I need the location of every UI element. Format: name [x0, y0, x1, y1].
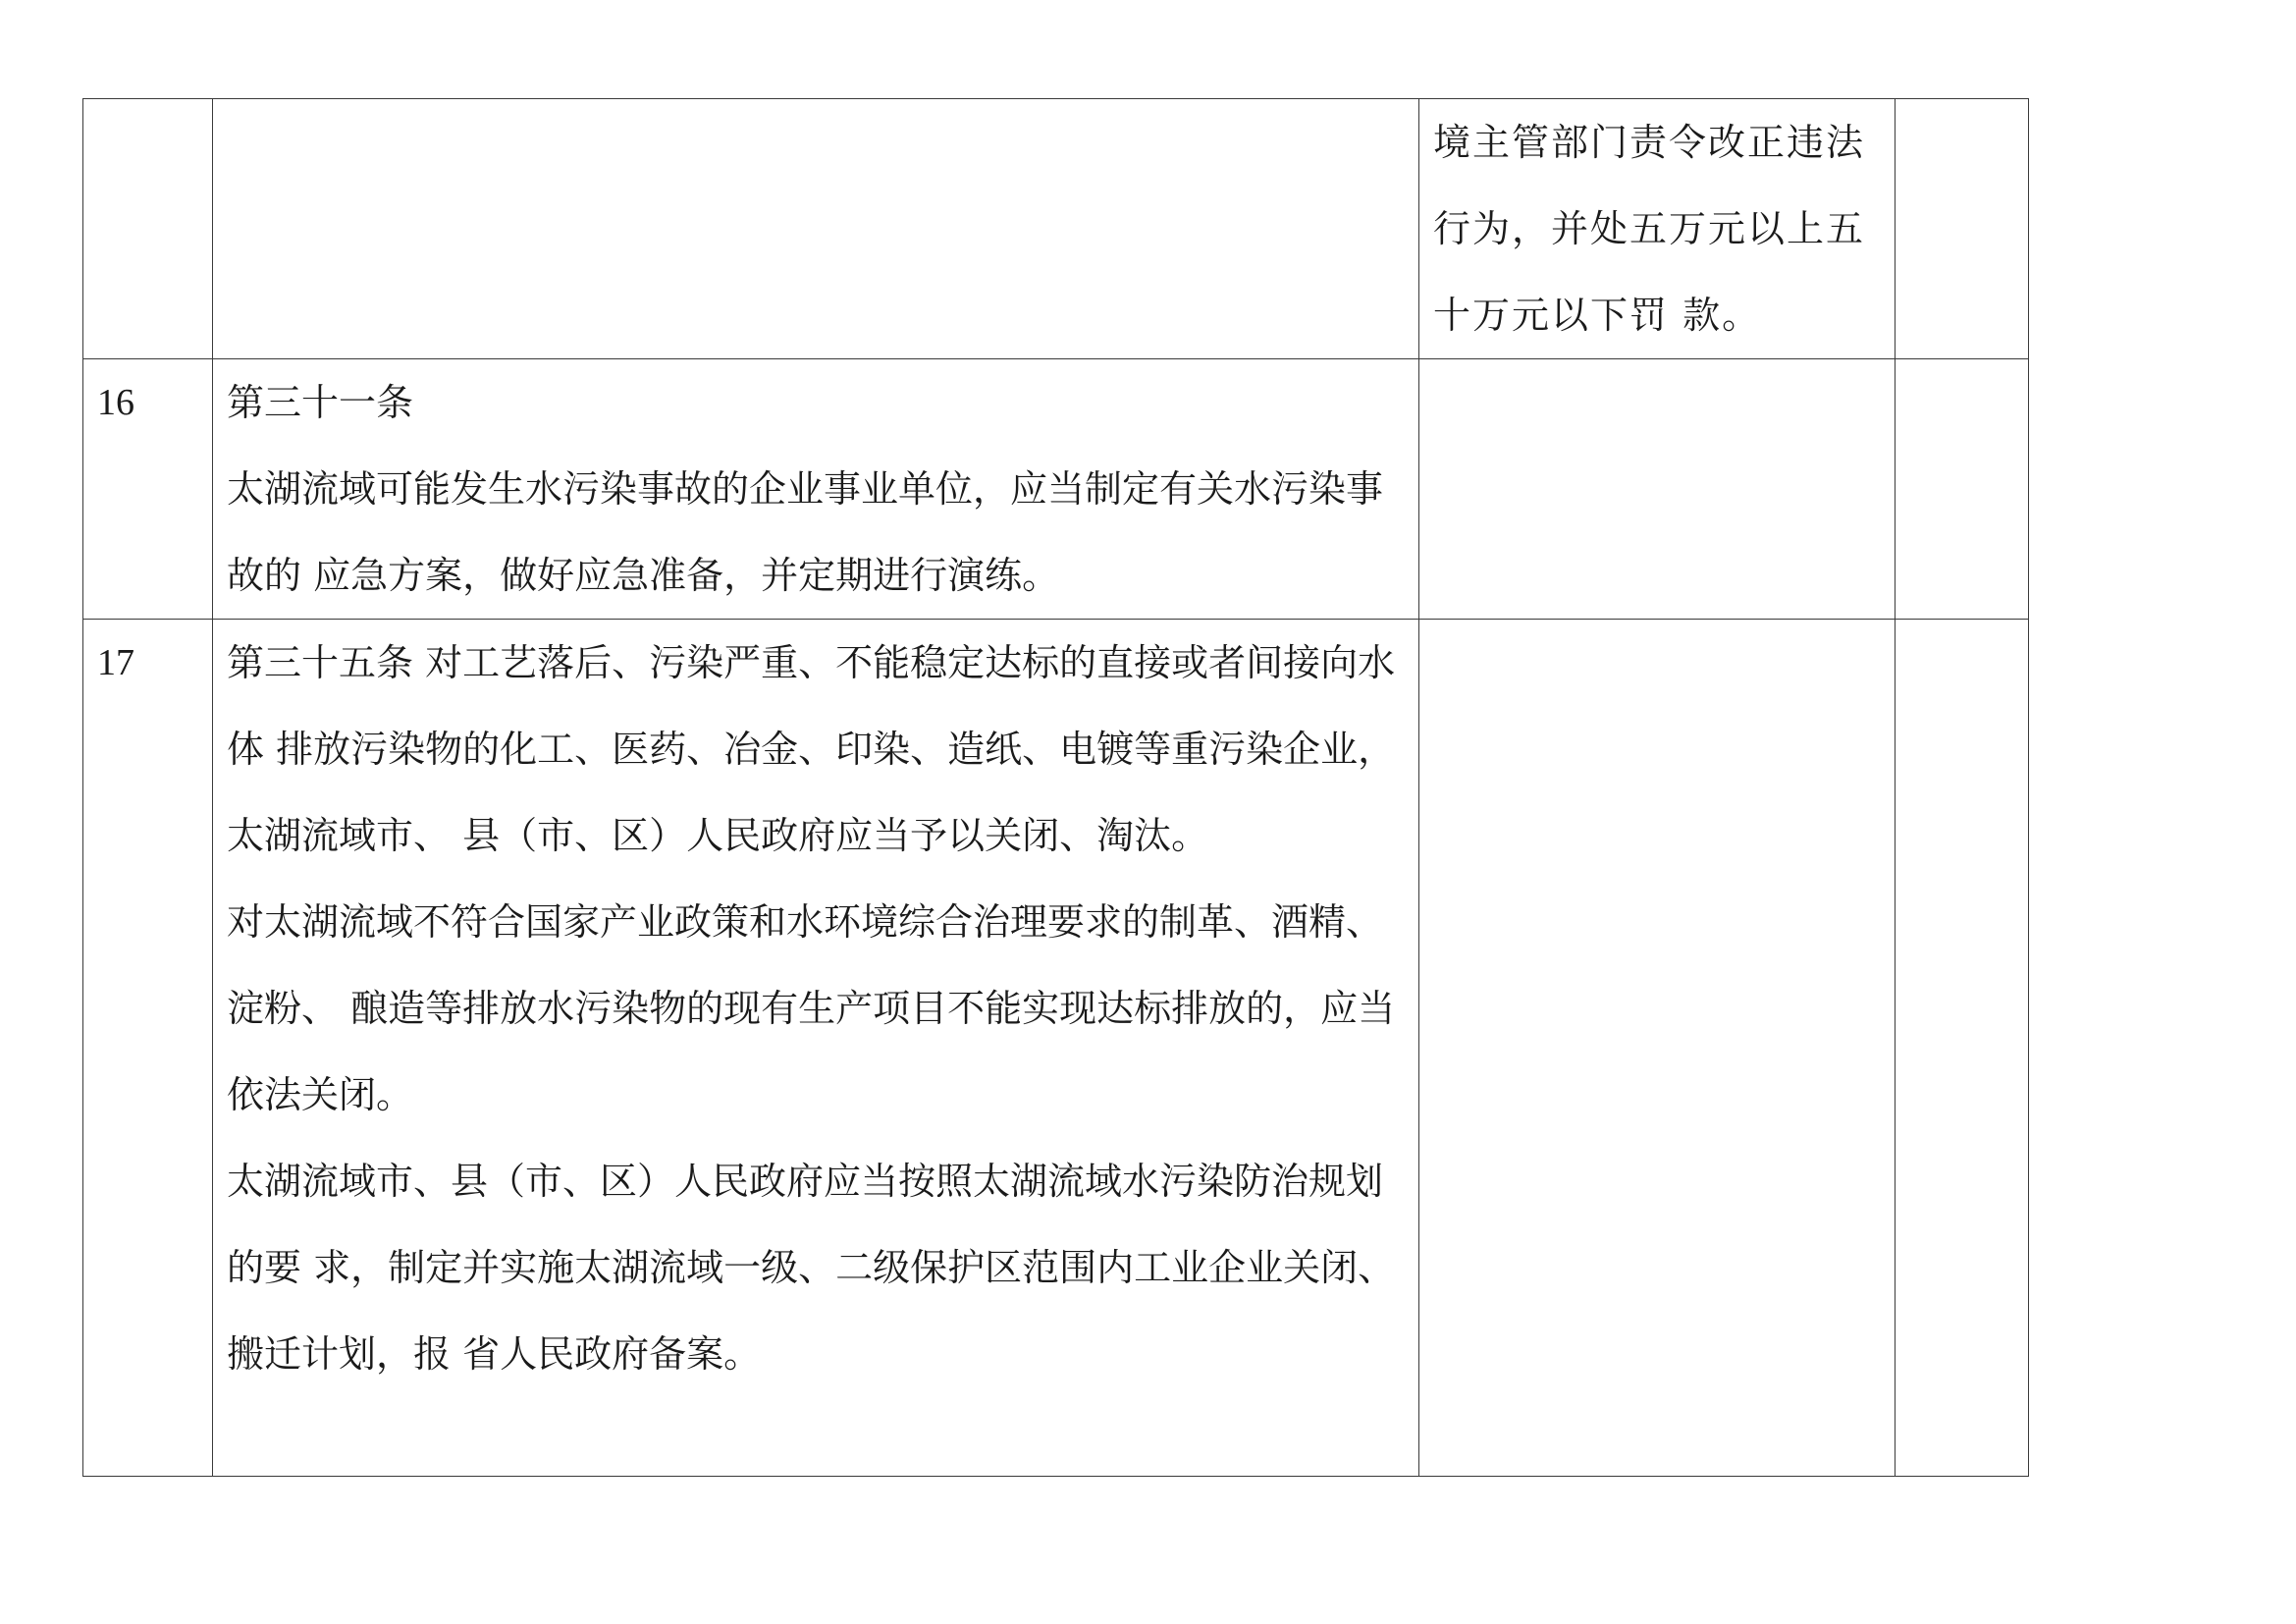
provision-cell	[213, 359, 1419, 620]
row-number-cell: 16	[83, 359, 213, 620]
provision-cell	[213, 99, 1419, 359]
provision-paragraph: 太湖流域可能发生水污染事故的企业事业单位，应当制定有关水污染事故的 应急方案，做好应急准备，并定期进行演练。	[227, 467, 1384, 597]
provision-paragraph: 第三十一条	[227, 381, 414, 424]
table-row	[83, 99, 2029, 359]
penalty-cell: 境主管部门责令改正违法行为，并处五万元以上五十万元以下罚 款。	[1419, 99, 1896, 359]
row-number-cell: 17	[83, 620, 213, 1477]
provision-paragraph: 太湖流域市、县（市、区）人民政府应当按照太湖流域水污染防治规划的要 求，制定并实施太湖流域一级、二级保护区范围内工业企业关闭、搬迁计划，报 省人民政府备案。	[227, 1160, 1396, 1376]
remarks-cell	[1896, 620, 2029, 1477]
penalty-cell	[1419, 620, 1896, 1477]
remarks-cell	[1896, 359, 2029, 620]
provision-paragraph: 第三十五条 对工艺落后、污染严重、不能稳定达标的直接或者间接向水体 排放污染物的化工、医药、冶金、印染、造纸、电镀等重污染企业，太湖流域市、 县（市、区）人民政府应当予以关闭、淘汰。	[227, 641, 1396, 857]
provision-paragraph: 对太湖流域不符合国家产业政策和水环境综合治理要求的制革、酒精、淀粉、 酿造等排放水污染物的现有生产项目不能实现达标排放的，应当依法关闭。	[227, 900, 1396, 1116]
row-number-cell	[83, 99, 213, 359]
remarks-cell	[1896, 99, 2029, 359]
table-row	[83, 359, 2029, 620]
provision-cell	[213, 620, 1419, 1477]
penalty-cell	[1419, 359, 1896, 620]
table-row	[83, 620, 2029, 1477]
regulation-table	[82, 98, 2029, 1477]
